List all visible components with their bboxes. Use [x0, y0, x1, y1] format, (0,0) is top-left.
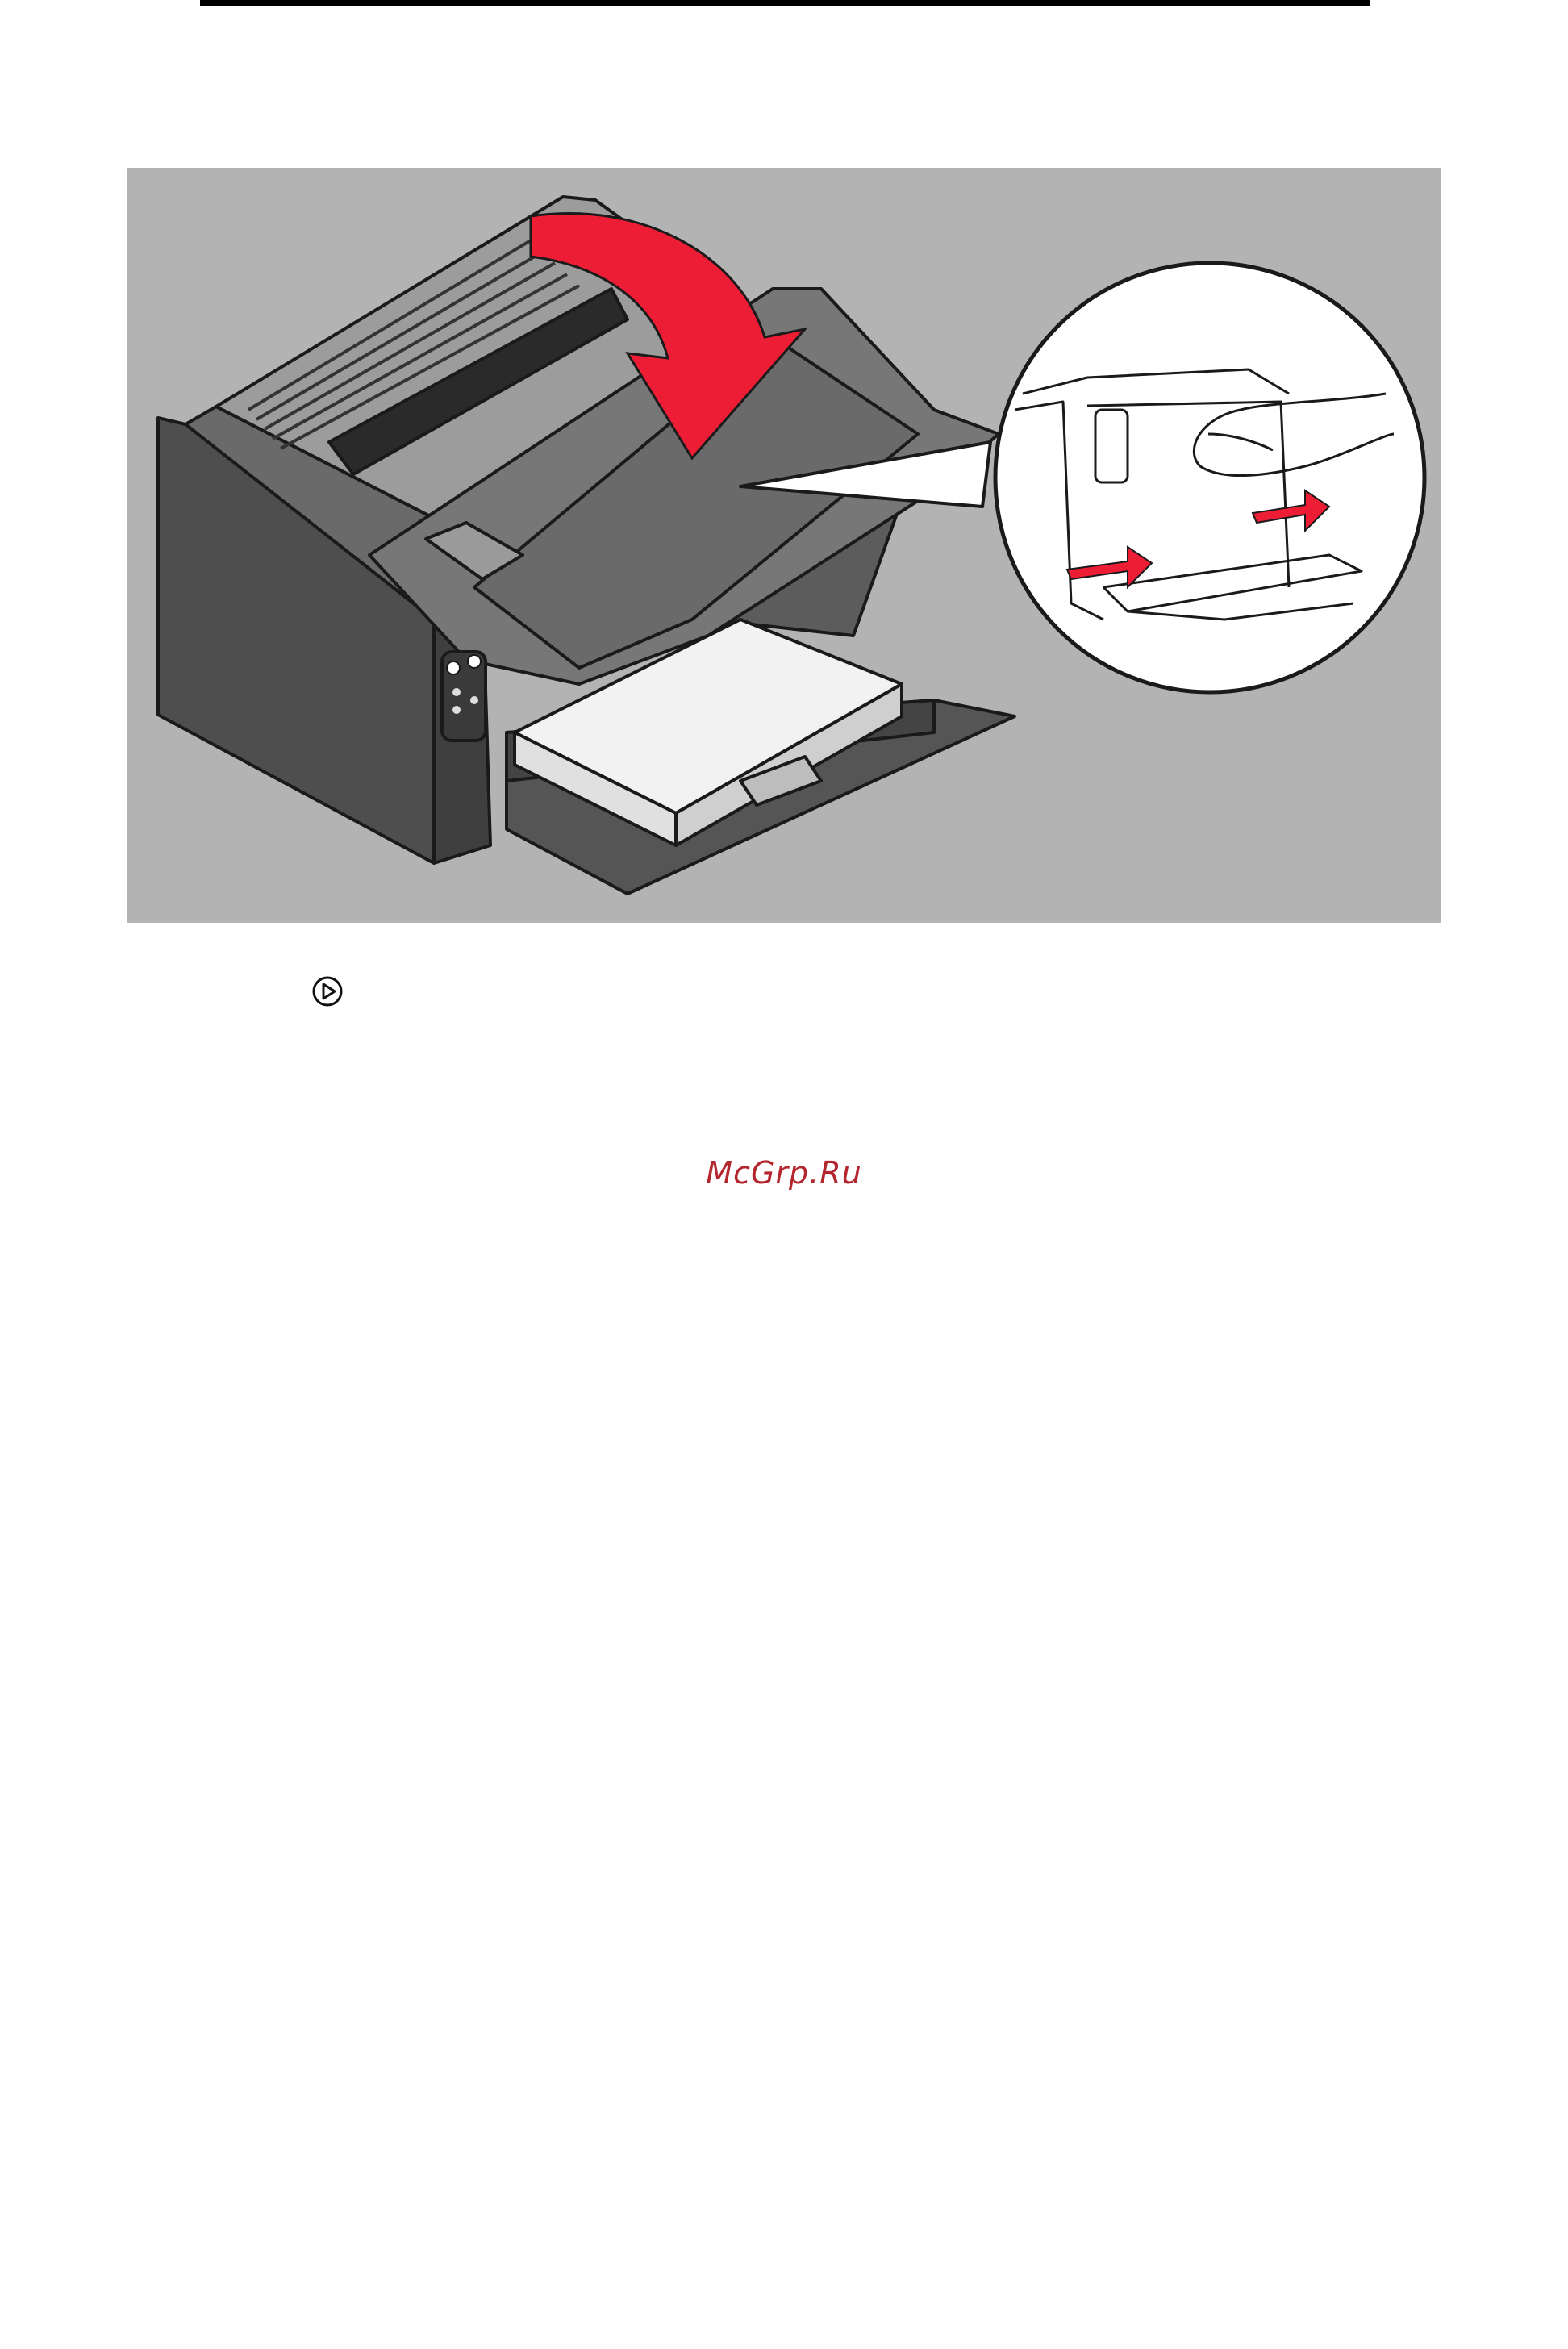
circled-play-icon: [311, 975, 344, 1008]
printer-illustration: [127, 168, 1441, 923]
detail-inset: [995, 263, 1424, 692]
watermark: McGrp.Ru: [706, 1155, 862, 1191]
top-rule: [200, 0, 1370, 6]
